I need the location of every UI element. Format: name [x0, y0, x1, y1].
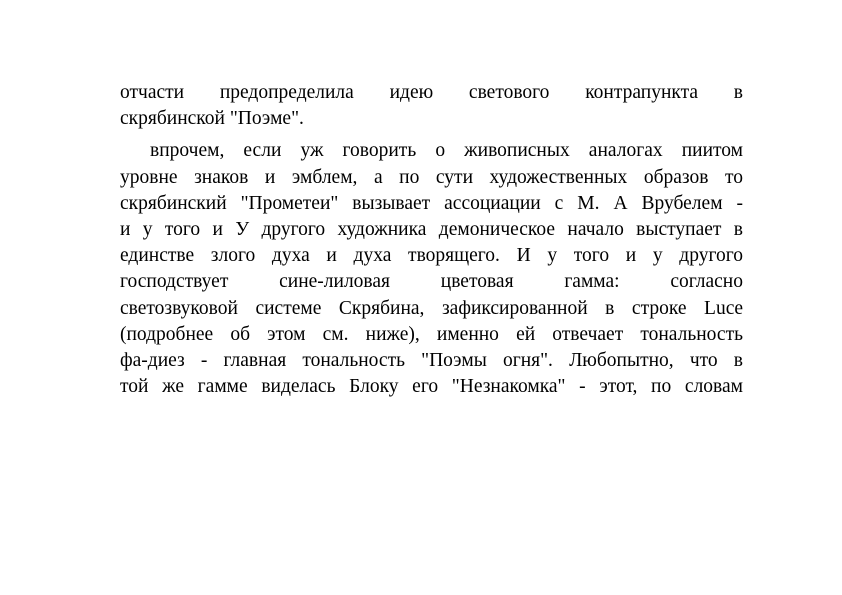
- paragraph-2: [120, 138, 743, 400]
- text-line: и у того и У другого художника демоническое начало выступает в: [120, 218, 743, 240]
- text-line: впрочем, если уж говорить о живописных аналогах пиитом: [150, 140, 743, 162]
- text-line: скрябинский "Прометеи" вызывает ассоциации с М. А Врубелем -: [120, 192, 743, 214]
- text-line: фа-диез - главная тональность "Поэмы огня". Любопытно, что в: [120, 349, 743, 371]
- text-line: господствует сине-лиловая цветовая гамма: согласно: [120, 271, 743, 293]
- text-line: уровне знаков и эмблем, а по сути художественных образов то: [120, 166, 743, 188]
- text-line: скрябинской "Поэме".: [120, 108, 304, 130]
- text-line: (подробнее об этом см. ниже), именно ей отвечает тональность: [120, 323, 743, 345]
- text-line: единстве злого духа и духа творящего. И у того и у другого: [120, 245, 743, 267]
- text-line: светозвуковой системе Скрябина, зафиксированной в строке Luce: [120, 297, 743, 319]
- text-body: [120, 80, 743, 400]
- text-line: отчасти предопределила идею светового контрапункта в: [120, 82, 743, 103]
- paragraph-1: [120, 80, 743, 132]
- text-line: той же гамме виделась Блоку его "Незнакомка" - этот, по словам: [120, 376, 743, 398]
